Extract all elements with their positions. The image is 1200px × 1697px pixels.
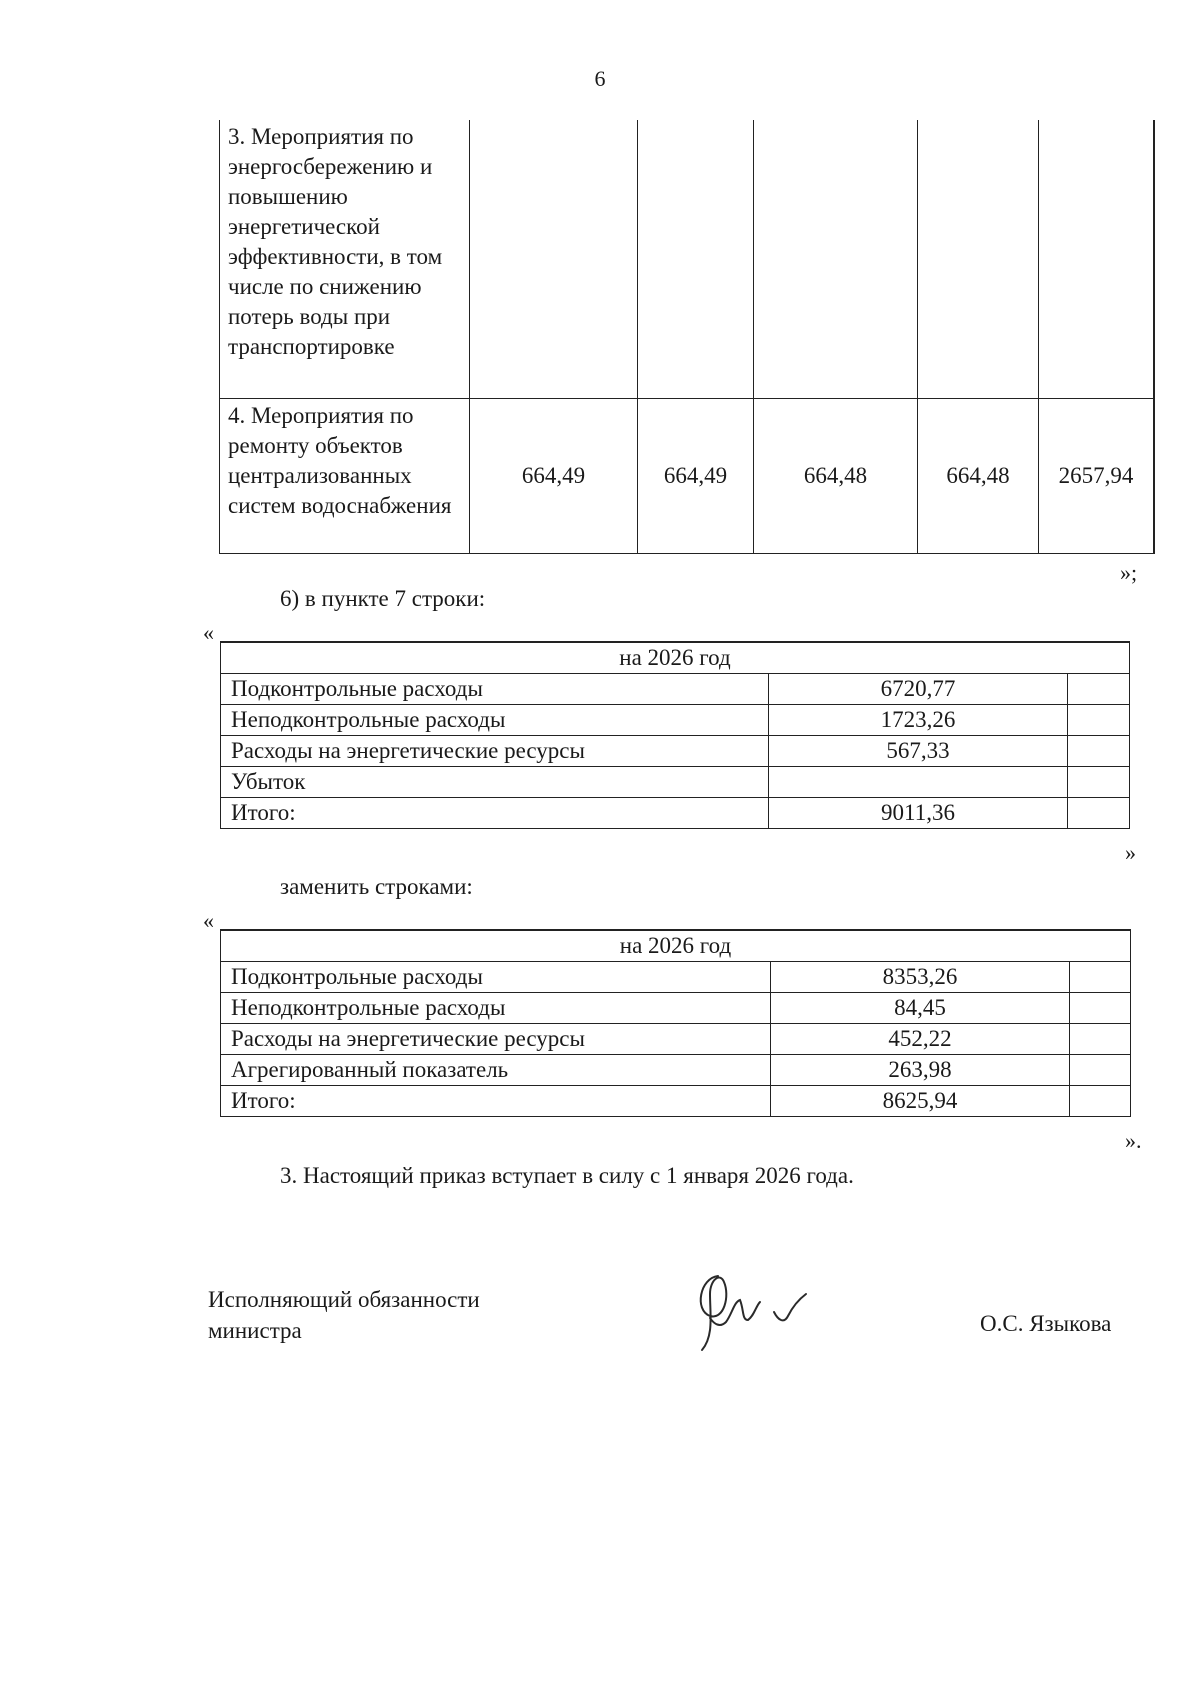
signer-name: О.С. Языкова: [980, 1311, 1112, 1336]
empty-cell: [1068, 767, 1130, 798]
empty-cell: [1068, 705, 1130, 736]
row-value: [769, 767, 1068, 798]
empty-cell: [1070, 1024, 1131, 1055]
empty-cell: [1070, 1055, 1131, 1086]
row-label: Итого:: [221, 798, 769, 829]
new-cost-table: [220, 929, 1131, 1117]
row-value: 452,22: [771, 1024, 1070, 1055]
replace-text: заменить строками:: [280, 874, 473, 899]
empty-cell: [1070, 1086, 1131, 1117]
table-row: [221, 1024, 1131, 1055]
close-quote: ».: [1125, 1128, 1142, 1153]
table-row: [221, 674, 1130, 705]
open-quote: «: [203, 620, 214, 645]
row-label: Неподконтрольные расходы: [221, 705, 769, 736]
row-value: 8353,26: [771, 962, 1070, 993]
row-label: Расходы на энергетические ресурсы: [221, 736, 769, 767]
table-row: [221, 767, 1130, 798]
role-line: Исполняющий обязанности: [208, 1287, 480, 1312]
table-row: [221, 1055, 1131, 1086]
activity-value: 664,49: [470, 398, 638, 553]
row-label: Неподконтрольные расходы: [221, 993, 771, 1024]
empty-cell: [1068, 736, 1130, 767]
page-number: 6: [594, 66, 606, 91]
table-row: [221, 736, 1130, 767]
table-row: [221, 930, 1131, 962]
row-label: Подконтрольные расходы: [221, 674, 769, 705]
activity-value: 664,49: [638, 398, 754, 553]
handwritten-signature: [680, 1258, 830, 1358]
row-value: 6720,77: [769, 674, 1068, 705]
row-value: 84,45: [771, 993, 1070, 1024]
row-label: Агрегированный показатель: [221, 1055, 771, 1086]
empty-cell: [1068, 798, 1130, 829]
row-value: 1723,26: [769, 705, 1068, 736]
table-header: на 2026 год: [221, 930, 1131, 962]
activity-value: [918, 120, 1039, 398]
table-row: [221, 1086, 1131, 1117]
table-row: [220, 120, 1155, 398]
activity-value: [470, 120, 638, 398]
activity-value: [754, 120, 918, 398]
table-row: [221, 962, 1131, 993]
table-row: [221, 642, 1130, 674]
table-row: [221, 705, 1130, 736]
table-row: [221, 798, 1130, 829]
open-quote: «: [203, 908, 214, 933]
row-value: 567,33: [769, 736, 1068, 767]
table-row: [221, 993, 1131, 1024]
row-label: Расходы на энергетические ресурсы: [221, 1024, 771, 1055]
activity-value: 664,48: [754, 398, 918, 553]
amendment-intro: 6) в пункте 7 строки:: [280, 586, 486, 611]
role-line: министра: [208, 1318, 302, 1343]
row-value: 9011,36: [769, 798, 1068, 829]
close-quote: »: [1125, 840, 1136, 865]
empty-cell: [1070, 993, 1131, 1024]
empty-cell: [1068, 674, 1130, 705]
row-label: Убыток: [221, 767, 769, 798]
clause-3: 3. Настоящий приказ вступает в силу с 1 января 2026 года.: [280, 1163, 854, 1188]
empty-cell: [1070, 962, 1131, 993]
row-label: Итого:: [221, 1086, 771, 1117]
activity-value: 2657,94: [1039, 398, 1155, 553]
row-label: Подконтрольные расходы: [221, 962, 771, 993]
table-row: [220, 398, 1155, 553]
old-cost-table: [220, 641, 1130, 829]
table-header: на 2026 год: [221, 642, 1130, 674]
activity-value: 664,48: [918, 398, 1039, 553]
closing-quote: »;: [1120, 560, 1138, 585]
row-value: 263,98: [771, 1055, 1070, 1086]
signature-role: [208, 1284, 480, 1346]
activity-value: [1039, 120, 1155, 398]
activity-name: 3. Мероприятия по энергосбережению и повышению энергетической эффективности, в том числе по снижению потерь воды при транспортировке: [220, 120, 470, 398]
activity-name: 4. Мероприятия по ремонту объектов централизованных систем водоснабжения: [220, 398, 470, 553]
activities-table: [219, 120, 1155, 554]
activity-value: [638, 120, 754, 398]
row-value: 8625,94: [771, 1086, 1070, 1117]
